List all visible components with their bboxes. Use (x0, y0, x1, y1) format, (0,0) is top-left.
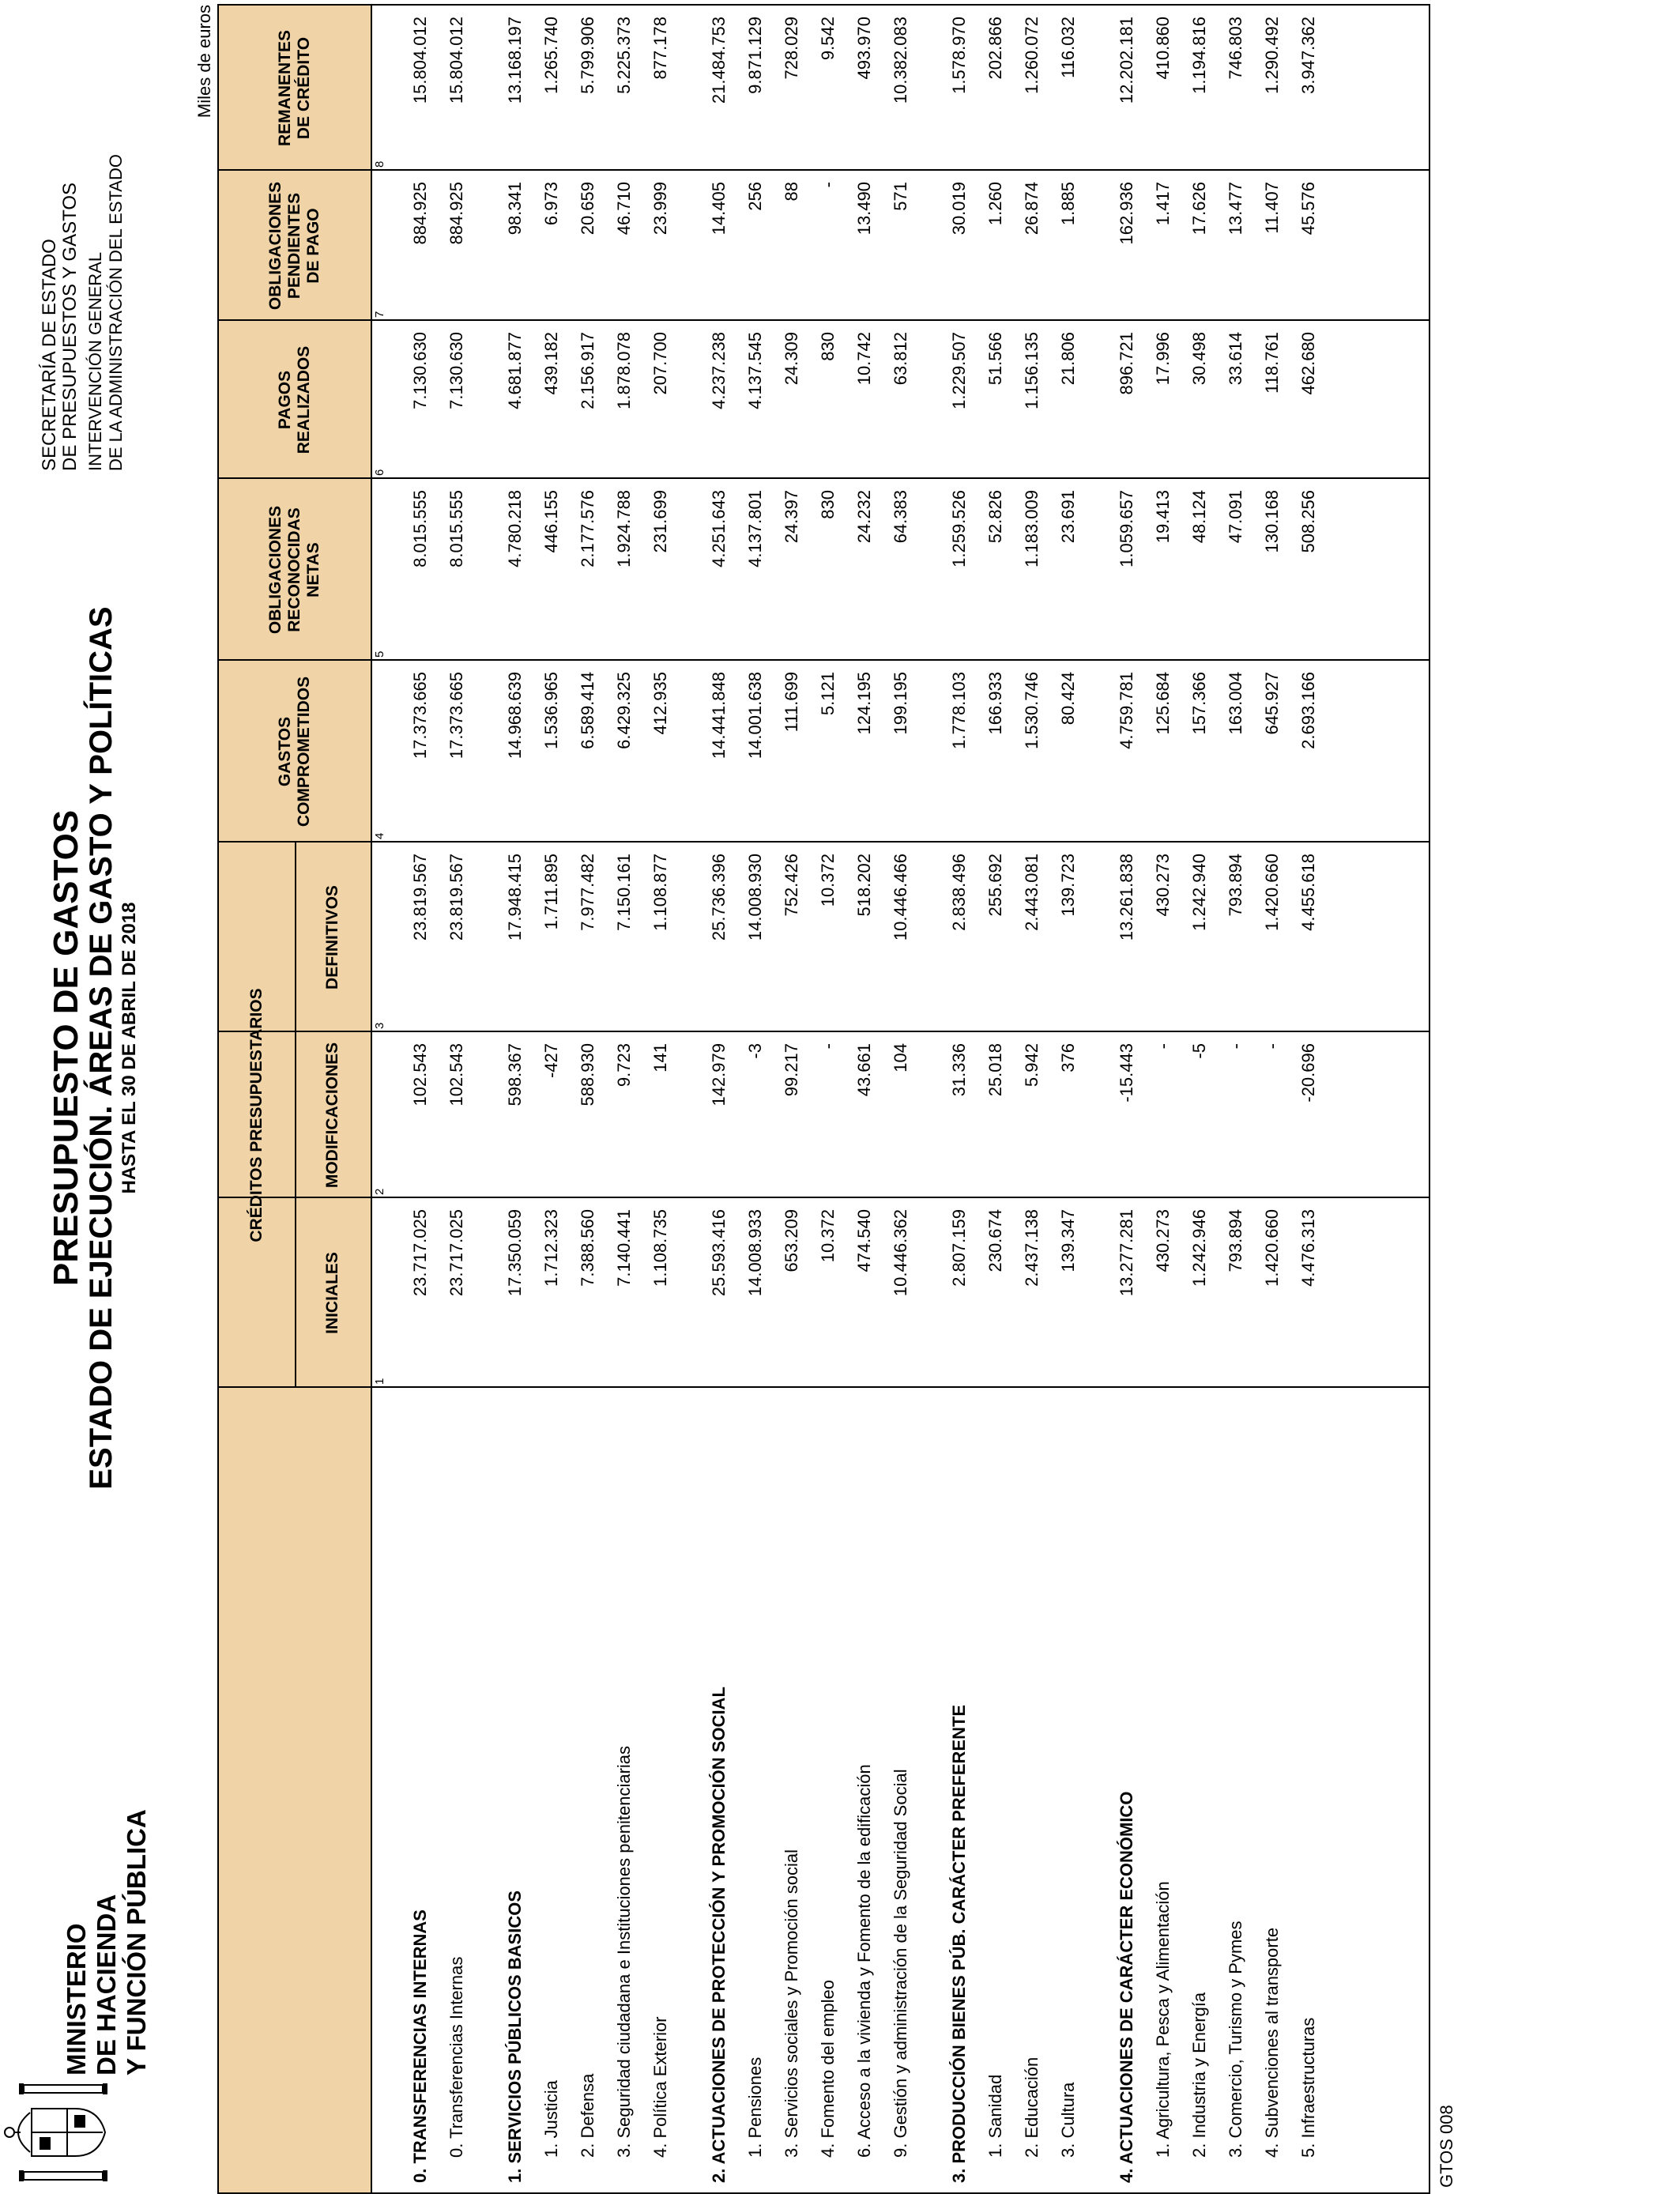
table-cell: 2.807.159 (949, 1209, 969, 1287)
table-cell: 142.979 (709, 1043, 729, 1106)
table-cell: 412.935 (650, 672, 670, 735)
table-cell: 1.530.746 (1022, 672, 1042, 749)
table-cell: 3.947.362 (1298, 17, 1318, 94)
table-cell: 4.681.877 (505, 332, 525, 409)
row-label: 5. Infraestructuras (1298, 2017, 1318, 2158)
table-cell: 102.543 (410, 1043, 430, 1106)
table-cell: 7.150.161 (614, 854, 634, 931)
table-cell: 439.182 (541, 332, 561, 395)
table-cell: 5.121 (818, 672, 838, 716)
table-cell: 17.996 (1153, 332, 1173, 386)
table-cell: 14.441.848 (709, 672, 729, 760)
table-cell: 1.924.788 (614, 490, 634, 567)
table-cell: - (1226, 1043, 1245, 1050)
table-cell: 884.925 (446, 182, 466, 245)
table-cell: 14.008.933 (745, 1209, 765, 1297)
table-cell: 9.723 (614, 1043, 634, 1088)
row-label: 0. TRANSFERENCIAS INTERNAS (410, 1909, 430, 2183)
table-cell: 6.429.325 (614, 672, 634, 749)
table-cell: 2.838.496 (949, 854, 969, 931)
table-cell: 64.383 (891, 490, 910, 544)
table-cell: 24.397 (782, 490, 801, 544)
table-cell: 207.700 (650, 332, 670, 395)
table-cell: 9.871.129 (745, 17, 765, 94)
table-cell: 26.874 (1022, 182, 1042, 236)
table-cell: 7.977.482 (578, 854, 597, 931)
table-cell: 25.593.416 (709, 1209, 729, 1297)
table-cell: 33.614 (1226, 332, 1245, 386)
table-cell: 1.265.740 (541, 17, 561, 94)
table-cell: 111.699 (782, 672, 801, 733)
coat-of-arms-icon (0, 2077, 112, 2188)
table-row (977, 6, 1014, 2192)
table-cell: 2.443.081 (1022, 854, 1042, 931)
table-cell: 14.405 (709, 182, 729, 236)
budget-table (217, 4, 1430, 2194)
table-cell: 8.015.555 (446, 490, 466, 567)
row-label: 9. Gestión y administración de la Seguridad Social (891, 1769, 910, 2158)
table-cell: 24.232 (854, 490, 874, 544)
table-cell: 20.659 (578, 182, 597, 236)
category-row (1109, 6, 1145, 2192)
column-number: 2 (373, 1188, 386, 1195)
table-cell: 6.589.414 (578, 672, 597, 749)
table-cell: 139.723 (1058, 854, 1078, 917)
table-cell: -5 (1189, 1043, 1209, 1059)
table-cell: 23.717.025 (446, 1209, 466, 1297)
table-cell: 23.691 (1058, 490, 1078, 544)
table-cell: 47.091 (1226, 490, 1245, 544)
table-cell: 46.710 (614, 182, 634, 236)
table-cell: 4.476.313 (1298, 1209, 1318, 1287)
table-cell: 30.498 (1189, 332, 1209, 386)
table-cell: 4.759.781 (1117, 672, 1136, 749)
table-cell: 51.566 (985, 332, 1005, 386)
table-cell: 14.001.638 (745, 672, 765, 760)
row-label: 4. ACTUACIONES DE CARÁCTER ECONÓMICO (1117, 1791, 1136, 2183)
table-cell: 17.373.665 (410, 672, 430, 760)
table-cell: 877.178 (650, 17, 670, 80)
table-row (570, 6, 606, 2192)
table-cell: 793.894 (1226, 1209, 1245, 1272)
table-cell: 30.019 (949, 182, 969, 236)
table-cell: 1.108.877 (650, 854, 670, 931)
table-cell: 166.933 (985, 672, 1005, 735)
table-cell: -15.443 (1117, 1043, 1136, 1103)
column-header-pagos: PAGOS REALIZADOS (276, 345, 313, 454)
table-cell: 8.015.555 (410, 490, 430, 567)
table-row (846, 6, 883, 2192)
table-cell: -3 (745, 1043, 765, 1059)
ministry-name: MINISTERIO DE HACIENDA Y FUNCIÓN PÚBLICA (62, 1809, 151, 2075)
issuing-office: SECRETARÍA DE ESTADO DE PRESUPUESTOS Y GASTOS INTERVENCIÓN GENERAL DE LA ADMINISTRACIÓN DEL ESTADO (39, 154, 126, 471)
column-number: 5 (373, 650, 386, 658)
table-cell: 63.812 (891, 332, 910, 386)
column-header-remanentes: REMANENTES DE CRÉDITO (276, 30, 313, 147)
table-cell: -20.696 (1298, 1043, 1318, 1103)
row-label: 3. Seguridad ciudadana e Instituciones penitenciarias (614, 1745, 634, 2158)
table-cell: 830 (818, 490, 838, 519)
table-cell: 1.778.103 (949, 672, 969, 749)
table-row (1145, 6, 1181, 2192)
table-row (1218, 6, 1254, 2192)
table-cell: 124.195 (854, 672, 874, 735)
table-cell: 1.108.735 (650, 1209, 670, 1287)
table-row (1014, 6, 1050, 2192)
row-label: 3. PRODUCCIÓN BIENES PÚB. CARÁCTER PREFERENTE (949, 1704, 969, 2183)
table-cell: 17.350.059 (505, 1209, 525, 1297)
row-label: 1. Pensiones (745, 2056, 765, 2158)
column-number: 4 (373, 832, 386, 839)
table-cell: 4.780.218 (505, 490, 525, 567)
table-cell: 4.137.545 (745, 332, 765, 409)
table-cell: 793.894 (1226, 854, 1245, 917)
table-row (883, 6, 919, 2192)
table-cell: 118.761 (1262, 332, 1282, 394)
table-cell: 19.413 (1153, 490, 1173, 544)
table-cell: 1.229.507 (949, 332, 969, 409)
row-label: 2. Industria y Energía (1189, 1992, 1209, 2158)
table-cell: 752.426 (782, 854, 801, 917)
table-cell: 1.711.895 (541, 854, 561, 930)
column-number: 8 (373, 160, 386, 168)
column-header-definitivos: DEFINITIVOS (323, 885, 341, 990)
table-cell: 462.680 (1298, 332, 1318, 395)
document-code: GTOS 008 (1437, 2105, 1456, 2188)
table-cell: 1.417 (1153, 182, 1173, 226)
table-row (774, 6, 810, 2192)
table-cell: 23.819.567 (410, 854, 430, 941)
table-cell: 17.948.415 (505, 854, 525, 941)
row-label: 3. Servicios sociales y Promoción social (782, 1849, 801, 2158)
table-cell: 2.437.138 (1022, 1209, 1042, 1287)
table-cell: 25.018 (985, 1043, 1005, 1097)
table-cell: 21.484.753 (709, 17, 729, 104)
table-cell: 88 (782, 182, 801, 202)
table-cell: 2.156.917 (578, 332, 597, 409)
table-row (810, 6, 846, 2192)
column-header-obligaciones: OBLIGACIONES RECONOCIDAS NETAS (266, 505, 322, 635)
table-cell: 141 (650, 1043, 670, 1072)
table-cell: 13.490 (854, 182, 874, 236)
table-row (642, 6, 679, 2192)
table-cell: 13.277.281 (1117, 1209, 1136, 1297)
table-cell: 14.008.930 (745, 854, 765, 941)
table-cell: 13.261.838 (1117, 854, 1136, 941)
table-cell: 430.273 (1153, 1209, 1173, 1272)
table-cell: 80.424 (1058, 672, 1078, 726)
table-cell: 5.942 (1022, 1043, 1042, 1088)
report-date: HASTA EL 30 DE ABRIL DE 2018 (119, 902, 140, 1194)
column-header-comprometidos: GASTOS COMPROMETIDOS (276, 676, 313, 827)
table-cell: 1.420.660 (1262, 1209, 1282, 1287)
category-row (701, 6, 737, 2192)
table-cell: 13.168.197 (505, 17, 525, 104)
table-cell: 23.999 (650, 182, 670, 236)
table-cell: 48.124 (1189, 490, 1209, 544)
table-cell: 11.407 (1262, 182, 1282, 234)
column-number: 3 (373, 1022, 386, 1029)
row-label: 0. Transferencias Internas (446, 1956, 466, 2158)
table-cell: 10.372 (818, 854, 838, 907)
table-cell: 884.925 (410, 182, 430, 245)
table-cell: -427 (541, 1043, 561, 1079)
table-row (439, 6, 475, 2192)
column-number: 1 (373, 1378, 386, 1385)
table-cell: 10.372 (818, 1209, 838, 1263)
table-row (606, 6, 642, 2192)
row-label: 2. Educación (1022, 2056, 1042, 2158)
units-label: Miles de euros (194, 5, 214, 119)
table-cell: 256 (745, 182, 765, 211)
table-cell: 45.576 (1298, 182, 1318, 236)
table-cell: 162.936 (1117, 182, 1136, 245)
table-cell: 1.260.072 (1022, 17, 1042, 94)
table-row (737, 6, 774, 2192)
table-cell: 139.347 (1058, 1209, 1078, 1272)
column-header-iniciales: INICIALES (323, 1252, 341, 1334)
table-cell: - (1262, 1043, 1282, 1050)
table-cell: 102.543 (446, 1043, 466, 1106)
row-label: 2. Defensa (578, 2073, 597, 2158)
table-cell: 1.712.323 (541, 1209, 561, 1287)
table-cell: 43.661 (854, 1043, 874, 1097)
table-cell: 255.692 (985, 854, 1005, 917)
table-cell: - (818, 182, 838, 188)
table-cell: 7.388.560 (578, 1209, 597, 1287)
table-cell: 130.168 (1262, 490, 1282, 553)
table-cell: 15.804.012 (410, 17, 430, 104)
table-cell: 1.420.660 (1262, 854, 1282, 931)
table-cell: 571 (891, 182, 910, 211)
table-row (533, 6, 570, 2192)
table-cell: 1.156.135 (1022, 332, 1042, 409)
table-cell: 7.140.441 (614, 1209, 634, 1287)
table-cell: - (818, 1043, 838, 1050)
table-cell: 23.717.025 (410, 1209, 430, 1297)
row-label: 4. Fomento del empleo (818, 1979, 838, 2158)
table-cell: 446.155 (541, 490, 561, 553)
table-cell: 508.256 (1298, 490, 1318, 553)
row-label: 3. Cultura (1058, 2082, 1078, 2158)
row-label: 1. Sanidad (985, 2074, 1005, 2158)
row-label: 1. SERVICIOS PÚBLICOS BASICOS (505, 1890, 525, 2183)
table-cell: 10.382.083 (891, 17, 910, 104)
column-number: 7 (373, 311, 386, 318)
table-cell: 588.930 (578, 1043, 597, 1106)
table-cell: 1.183.009 (1022, 490, 1042, 567)
category-row (941, 6, 977, 2192)
table-cell: 31.336 (949, 1043, 969, 1097)
table-cell: 1.242.946 (1189, 1209, 1209, 1287)
table-cell: 157.366 (1189, 672, 1209, 735)
table-cell: 7.130.630 (410, 332, 430, 409)
table-cell: 4.237.238 (709, 332, 729, 409)
table-row (1050, 6, 1087, 2192)
table-cell: 98.341 (505, 182, 525, 236)
table-cell: 645.927 (1262, 672, 1282, 735)
table-cell: 99.217 (782, 1043, 801, 1097)
table-cell: 653.209 (782, 1209, 801, 1272)
table-cell: 10.446.466 (891, 854, 910, 941)
row-label: 6. Acceso a la vivienda y Fomento de la edificación (854, 1764, 874, 2158)
table-cell: 231.699 (650, 490, 670, 553)
page-title: PRESUPUESTO DE GASTOS (47, 809, 85, 1287)
table-cell: 9.542 (818, 17, 838, 61)
table-cell: 21.806 (1058, 332, 1078, 386)
table-cell: 1.578.970 (949, 17, 969, 94)
table-cell: 116.032 (1058, 17, 1078, 78)
table-cell: 5.225.373 (614, 17, 634, 94)
table-cell: 1.242.940 (1189, 854, 1209, 931)
table-cell: 376 (1058, 1043, 1078, 1072)
category-row (402, 6, 439, 2192)
table-cell: 474.540 (854, 1209, 874, 1272)
table-cell: 23.819.567 (446, 854, 466, 941)
table-cell: 746.803 (1226, 17, 1245, 80)
table-cell: 4.251.643 (709, 490, 729, 567)
row-label: 2. ACTUACIONES DE PROTECCIÓN Y PROMOCIÓN SOCIAL (709, 1687, 729, 2183)
row-label: 3. Comercio, Turismo y Pymes (1226, 1921, 1245, 2158)
table-cell: 24.309 (782, 332, 801, 386)
table-cell: 430.273 (1153, 854, 1173, 917)
table-cell: 2.177.576 (578, 490, 597, 567)
page-subtitle: ESTADO DE EJECUCIÓN. ÁREAS DE GASTO Y POLÍTICAS (84, 606, 119, 1490)
table-cell: 10.742 (854, 332, 874, 386)
table-cell: 12.202.181 (1117, 17, 1136, 104)
table-cell: 7.130.630 (446, 332, 466, 409)
table-cell: 6.973 (541, 182, 561, 226)
table-cell: 410.860 (1153, 17, 1173, 80)
table-cell: 25.736.396 (709, 854, 729, 941)
table-cell: 1.194.816 (1189, 17, 1209, 94)
table-cell: 1.260 (985, 182, 1005, 226)
table-cell: 52.826 (985, 490, 1005, 544)
table-row (1290, 6, 1327, 2192)
table-cell: 202.866 (985, 17, 1005, 80)
table-row (1181, 6, 1218, 2192)
table-cell: 5.799.906 (578, 17, 597, 94)
table-cell: 598.367 (505, 1043, 525, 1106)
table-cell: 17.626 (1189, 182, 1209, 236)
table-cell: 830 (818, 332, 838, 361)
table-cell: 104 (891, 1043, 910, 1072)
row-label: 1. Justicia (541, 2080, 561, 2158)
table-cell: 17.373.665 (446, 672, 466, 760)
column-number: 6 (373, 469, 386, 476)
table-cell: 199.195 (891, 672, 910, 735)
table-cell: 728.029 (782, 17, 801, 80)
table-cell: 1.878.078 (614, 332, 634, 409)
column-header-modificaciones: MODIFICACIONES (323, 1042, 341, 1189)
table-cell: 1.290.492 (1262, 17, 1282, 94)
table-cell: 1.059.657 (1117, 490, 1136, 567)
table-cell: 896.721 (1117, 332, 1136, 395)
category-row (497, 6, 533, 2192)
table-cell: 13.477 (1226, 182, 1245, 236)
table-cell: 125.684 (1153, 672, 1173, 735)
table-cell: 15.804.012 (446, 17, 466, 104)
table-cell: 2.693.166 (1298, 672, 1318, 749)
row-label: 1. Agricultura, Pesca y Alimentación (1153, 1881, 1173, 2158)
table-cell: - (1153, 1043, 1173, 1050)
table-cell: 230.674 (985, 1209, 1005, 1272)
table-cell: 10.446.362 (891, 1209, 910, 1297)
table-cell: 1.885 (1058, 182, 1078, 226)
row-label: 4. Subvenciones al transporte (1262, 1927, 1282, 2158)
table-cell: 163.004 (1226, 672, 1245, 735)
table-cell: 4.137.801 (745, 490, 765, 567)
table-cell: 4.455.618 (1298, 854, 1318, 931)
table-cell: 1.259.526 (949, 490, 969, 567)
table-row (1254, 6, 1290, 2192)
table-cell: 14.968.639 (505, 672, 525, 760)
column-header-pendientes: OBLIGACIONES PENDIENTES DE PAGO (266, 181, 322, 311)
table-cell: 493.970 (854, 17, 874, 80)
table-cell: 518.202 (854, 854, 874, 917)
row-label: 4. Política Exterior (650, 2016, 670, 2158)
column-group-creditos: CRÉDITOS PRESUPUESTARIOS (247, 988, 266, 1242)
table-cell: 1.536.965 (541, 672, 561, 749)
